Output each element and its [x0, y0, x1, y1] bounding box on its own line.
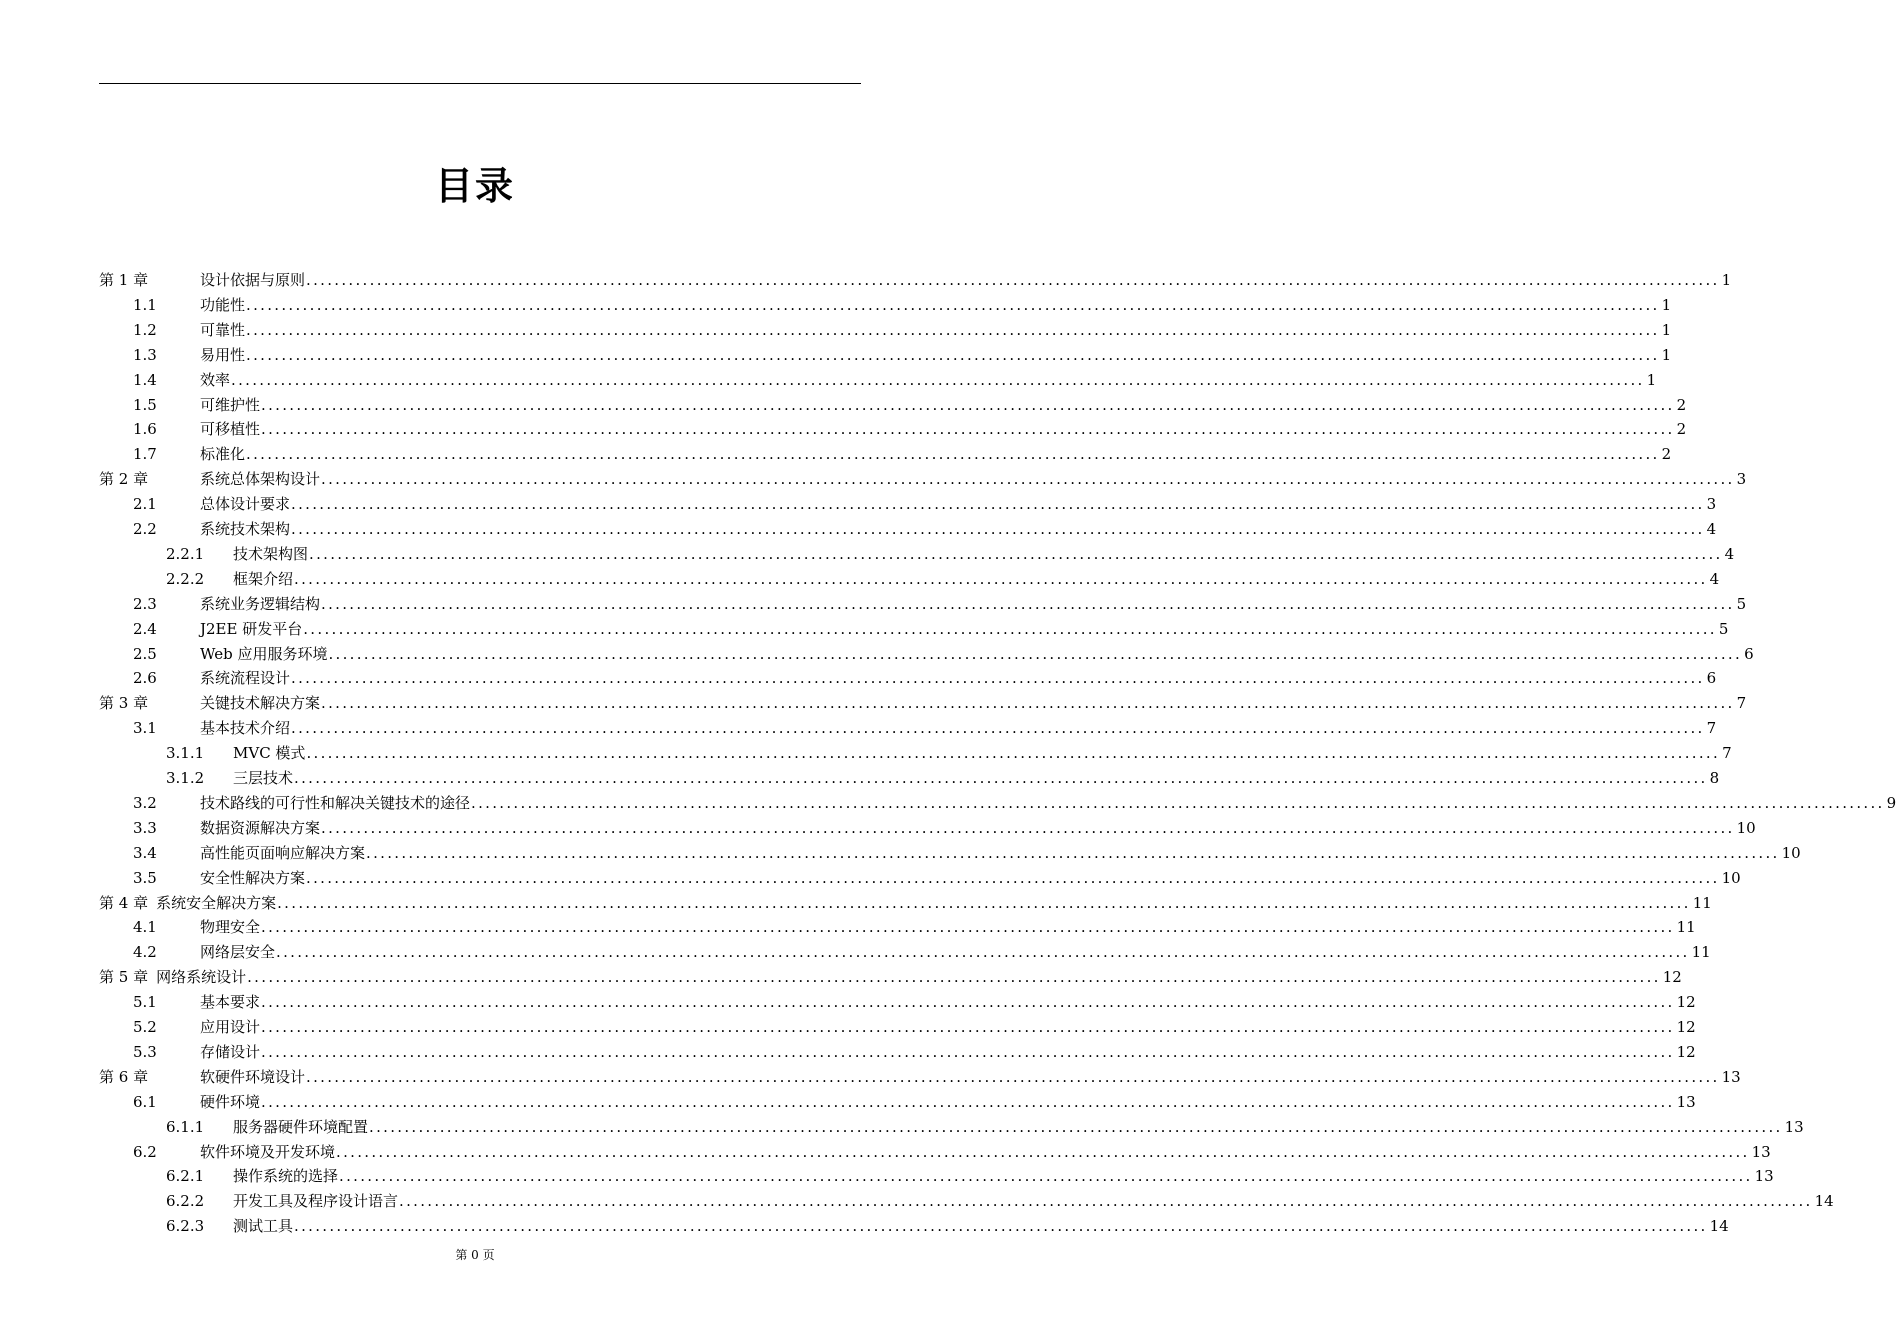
- toc-dot-leader: ........................................................................................................................................................................................................: [246, 295, 1660, 314]
- toc-entry[interactable]: [133, 1040, 1696, 1065]
- toc-entry-number: 6.2: [133, 1142, 157, 1161]
- toc-dot-leader: ........................................................................................................................................................................................................: [291, 669, 1705, 688]
- toc-entry-title: 效率: [200, 370, 231, 389]
- toc-entry-title: 总体设计要求: [200, 495, 291, 514]
- toc-entry[interactable]: [133, 617, 1729, 642]
- header-rule: [99, 83, 861, 84]
- toc-entry[interactable]: [133, 791, 1896, 816]
- toc-entry-number: 第 6 章: [99, 1067, 149, 1086]
- toc-dot-leader: ........................................................................................................................................................................................................: [261, 1018, 1675, 1036]
- toc-entry-number: 6.2.3: [166, 1217, 205, 1236]
- toc-entry[interactable]: [133, 417, 1687, 442]
- toc-dot-leader: ........................................................................................................................................................................................................: [294, 769, 1708, 787]
- toc-entry-page-number: 10: [1781, 843, 1801, 862]
- toc-entry[interactable]: [133, 293, 1672, 318]
- toc-entry-title: 技术路线的可行性和解决关键技术的途径: [200, 793, 471, 812]
- toc-dot-leader: ........................................................................................................................................................................................................: [294, 1217, 1708, 1236]
- toc-entry[interactable]: [166, 1214, 1729, 1239]
- toc-entry-page-number: 1: [1661, 320, 1672, 339]
- toc-dot-leader: ........................................................................................................................................................................................................: [339, 1167, 1753, 1186]
- toc-entry[interactable]: [99, 467, 1747, 492]
- toc-entry-title: 服务器硬件环境配置: [233, 1117, 369, 1136]
- toc-entry[interactable]: [99, 965, 1682, 990]
- toc-entry-title: 基本技术介绍: [200, 719, 291, 738]
- toc-entry-number: 6.2.1: [166, 1167, 205, 1186]
- toc-entry-number: 1.2: [133, 320, 157, 339]
- toc-entry-number: 6.1.1: [166, 1117, 205, 1136]
- toc-dot-leader: ........................................................................................................................................................................................................: [261, 395, 1675, 414]
- toc-entry-title: 软硬件环境设计: [200, 1067, 306, 1086]
- toc-entry[interactable]: [133, 666, 1717, 691]
- toc-entry-number: 1.3: [133, 345, 157, 364]
- toc-entry-page-number: 11: [1676, 918, 1696, 937]
- toc-entry-title: 系统总体架构设计: [200, 470, 321, 489]
- toc-entry[interactable]: [99, 691, 1747, 716]
- toc-entry-number: 3.1.2: [166, 769, 205, 787]
- toc-entry-number: 2.2: [133, 520, 157, 538]
- toc-entry[interactable]: [133, 318, 1672, 343]
- toc-entry-number: 6.2.2: [166, 1192, 205, 1211]
- toc-entry-number: 3.1: [133, 719, 157, 738]
- toc-entry-title: 标准化: [200, 445, 246, 464]
- toc-dot-leader: ........................................................................................................................................................................................................: [294, 569, 1708, 588]
- toc-entry-number: 5.2: [133, 1018, 157, 1036]
- toc-entry-page-number: 7: [1722, 744, 1732, 763]
- toc-entry-number: 第 3 章: [99, 694, 149, 713]
- toc-entry-page-number: 13: [1751, 1142, 1771, 1161]
- toc-dot-leader: ........................................................................................................................................................................................................: [261, 993, 1675, 1012]
- toc-dot-leader: ........................................................................................................................................................................................................: [291, 719, 1705, 738]
- toc-entry[interactable]: [133, 816, 1756, 841]
- toc-entry-title: 系统安全解决方案: [156, 893, 277, 912]
- toc-entry-title: 三层技术: [233, 769, 294, 787]
- toc-entry-page-number: 1: [1661, 345, 1672, 364]
- toc-dot-leader: ........................................................................................................................................................................................................: [261, 1042, 1675, 1061]
- toc-dot-leader: ........................................................................................................................................................................................................: [306, 868, 1720, 887]
- toc-entry-title: 测试工具: [233, 1217, 294, 1236]
- toc-dot-leader: ........................................................................................................................................................................................................: [321, 818, 1735, 837]
- toc-entry-title: 可维护性: [200, 395, 261, 414]
- toc-entry-page-number: 7: [1736, 694, 1747, 713]
- toc-entry-title: MVC 模式: [233, 744, 306, 763]
- toc-dot-leader: ........................................................................................................................................................................................................: [309, 544, 1723, 563]
- toc-entry-title: 技术架构图: [233, 544, 309, 563]
- toc-entry-number: 1.7: [133, 445, 157, 464]
- toc-entry[interactable]: [133, 368, 1657, 393]
- page-title: 目录: [434, 164, 515, 208]
- toc-entry-title: 硬件环境: [200, 1092, 261, 1111]
- toc-entry[interactable]: [133, 940, 1711, 965]
- toc-entry-title: 软件环境及开发环境: [200, 1142, 336, 1161]
- toc-dot-leader: ........................................................................................................................................................................................................: [366, 843, 1780, 862]
- toc-entry-page-number: 13: [1721, 1067, 1741, 1086]
- toc-entry[interactable]: [133, 1140, 1771, 1165]
- toc-entry-page-number: 1: [1661, 295, 1672, 314]
- toc-entry[interactable]: [133, 442, 1672, 467]
- toc-entry-page-number: 11: [1692, 893, 1712, 912]
- toc-entry-page-number: 3: [1706, 495, 1717, 514]
- toc-entry[interactable]: [133, 841, 1801, 866]
- toc-entry-page-number: 10: [1736, 818, 1756, 837]
- toc-entry-title: 系统业务逻辑结构: [200, 594, 321, 613]
- toc-entry-title: 易用性: [200, 345, 246, 364]
- toc-entry-number: 4.2: [133, 943, 157, 962]
- toc-entry-number: 6.1: [133, 1092, 157, 1111]
- toc-entry-number: 2.2.1: [166, 544, 205, 563]
- toc-entry-title: 物理安全: [200, 918, 261, 937]
- toc-entry-title: 应用设计: [200, 1018, 261, 1036]
- toc-entry[interactable]: [133, 990, 1696, 1015]
- toc-dot-leader: ........................................................................................................................................................................................................: [306, 271, 1720, 289]
- toc-entry-title: 关键技术解决方案: [200, 694, 321, 713]
- toc-entry[interactable]: [166, 766, 1720, 791]
- toc-entry[interactable]: [133, 716, 1717, 741]
- toc-entry-title: 可靠性: [200, 320, 246, 339]
- toc-entry-page-number: 13: [1676, 1092, 1696, 1111]
- toc-entry-number: 1.6: [133, 420, 157, 439]
- toc-entry-page-number: 12: [1676, 1018, 1696, 1036]
- toc-dot-leader: ........................................................................................................................................................................................................: [291, 520, 1705, 538]
- toc-entry[interactable]: [133, 915, 1696, 940]
- toc-entry-page-number: 14: [1709, 1217, 1729, 1236]
- toc-entry-title: Web 应用服务环境: [200, 644, 328, 663]
- toc-entry[interactable]: [166, 567, 1720, 592]
- toc-entry-page-number: 14: [1814, 1192, 1834, 1211]
- toc-entry-number: 第 5 章: [99, 968, 149, 987]
- toc-entry-number: 3.2: [133, 793, 157, 812]
- toc-entry-title: J2EE 研发平台: [200, 619, 303, 638]
- toc-dot-leader: ........................................................................................................................................................................................................: [306, 744, 1721, 763]
- toc-entry-page-number: 2: [1661, 445, 1672, 464]
- toc-dot-leader: ........................................................................................................................................................................................................: [261, 420, 1675, 439]
- toc-entry-page-number: 3: [1736, 470, 1747, 489]
- toc-entry[interactable]: [99, 268, 1732, 293]
- toc-entry[interactable]: [133, 866, 1741, 891]
- toc-dot-leader: ........................................................................................................................................................................................................: [291, 495, 1705, 514]
- toc-entry-title: 设计依据与原则: [200, 271, 306, 289]
- toc-entry[interactable]: [133, 393, 1687, 418]
- toc-dot-leader: ........................................................................................................................................................................................................: [246, 445, 1660, 464]
- toc-entry[interactable]: [133, 517, 1717, 542]
- toc-entry-number: 3.3: [133, 818, 157, 837]
- toc-dot-leader: ........................................................................................................................................................................................................: [247, 968, 1661, 987]
- toc-entry-title: 开发工具及程序设计语言: [233, 1192, 399, 1211]
- toc-entry-page-number: 2: [1676, 420, 1687, 439]
- toc-dot-leader: ........................................................................................................................................................................................................: [303, 619, 1717, 638]
- toc-entry-page-number: 5: [1736, 594, 1747, 613]
- toc-entry-page-number: 11: [1691, 943, 1711, 962]
- toc-entry-page-number: 8: [1709, 769, 1720, 787]
- page-footer: 第 0 页: [455, 1248, 495, 1262]
- toc-entry-number: 2.5: [133, 644, 157, 663]
- toc-entry-page-number: 4: [1724, 544, 1735, 563]
- toc-entry-title: 功能性: [200, 295, 246, 314]
- toc-dot-leader: ........................................................................................................................................................................................................: [306, 1067, 1720, 1086]
- toc-entry[interactable]: [133, 592, 1747, 617]
- toc-entry-title: 系统技术架构: [200, 520, 291, 538]
- toc-entry-number: 1.5: [133, 395, 157, 414]
- toc-entry-title: 高性能页面响应解决方案: [200, 843, 366, 862]
- toc-entry[interactable]: [133, 1015, 1696, 1040]
- toc-entry-number: 第 4 章: [99, 893, 149, 912]
- toc-dot-leader: ........................................................................................................................................................................................................: [231, 370, 1645, 389]
- toc-dot-leader: ........................................................................................................................................................................................................: [246, 345, 1660, 364]
- toc-entry-number: 3.5: [133, 868, 157, 887]
- toc-entry-number: 1.4: [133, 370, 157, 389]
- toc-entry-number: 1.1: [133, 295, 157, 314]
- toc-entry-number: 2.1: [133, 495, 157, 514]
- toc-entry-page-number: 12: [1676, 993, 1696, 1012]
- toc-entry-number: 第 2 章: [99, 470, 149, 489]
- toc-entry-title: 可移植性: [200, 420, 261, 439]
- toc-entry-title: 存储设计: [200, 1042, 261, 1061]
- toc-dot-leader: ........................................................................................................................................................................................................: [399, 1192, 1813, 1211]
- toc-entry-page-number: 1: [1646, 370, 1657, 389]
- toc-entry-number: 2.2.2: [166, 569, 205, 588]
- toc-entry-title: 操作系统的选择: [233, 1167, 339, 1186]
- toc-dot-leader: ........................................................................................................................................................................................................: [369, 1117, 1783, 1136]
- toc-entry[interactable]: [133, 343, 1672, 368]
- toc-entry[interactable]: [166, 741, 1732, 766]
- toc-entry-number: 4.1: [133, 918, 157, 937]
- toc-entry-page-number: 13: [1784, 1117, 1804, 1136]
- toc-entry-page-number: 9: [1886, 793, 1896, 812]
- toc-entry-page-number: 5: [1718, 619, 1729, 638]
- toc-entry-title: 网络层安全: [200, 943, 276, 962]
- toc-dot-leader: ........................................................................................................................................................................................................: [328, 644, 1743, 663]
- toc-entry-title: 系统流程设计: [200, 669, 291, 688]
- toc-entry[interactable]: [166, 1164, 1774, 1189]
- toc-entry[interactable]: [133, 1090, 1696, 1115]
- toc-entry[interactable]: [133, 492, 1717, 517]
- toc-dot-leader: ........................................................................................................................................................................................................: [336, 1142, 1750, 1161]
- toc-dot-leader: ........................................................................................................................................................................................................: [276, 943, 1690, 962]
- toc-entry-number: 3.1.1: [166, 744, 205, 763]
- toc-entry-title: 框架介绍: [233, 569, 294, 588]
- toc-dot-leader: ........................................................................................................................................................................................................: [246, 320, 1660, 339]
- toc-entry-page-number: 7: [1706, 719, 1717, 738]
- toc-entry-page-number: 2: [1676, 395, 1687, 414]
- toc-entry-page-number: 12: [1676, 1042, 1696, 1061]
- toc-entry-title: 数据资源解决方案: [200, 818, 321, 837]
- toc-dot-leader: ........................................................................................................................................................................................................: [471, 793, 1885, 812]
- toc-entry-number: 5.3: [133, 1042, 157, 1061]
- toc-dot-leader: ........................................................................................................................................................................................................: [261, 1092, 1675, 1111]
- toc-entry[interactable]: [99, 891, 1712, 916]
- toc-dot-leader: ........................................................................................................................................................................................................: [261, 918, 1675, 937]
- toc-entry-number: 5.1: [133, 993, 157, 1012]
- toc-entry-page-number: 12: [1662, 968, 1682, 987]
- toc-entry-page-number: 10: [1721, 868, 1741, 887]
- toc-dot-leader: ........................................................................................................................................................................................................: [277, 893, 1691, 912]
- toc-entry-page-number: 4: [1706, 520, 1717, 538]
- toc-entry-page-number: 4: [1709, 569, 1720, 588]
- toc-entry[interactable]: [99, 1065, 1741, 1090]
- toc-entry-title: 基本要求: [200, 993, 261, 1012]
- toc-dot-leader: ........................................................................................................................................................................................................: [321, 694, 1735, 713]
- toc-dot-leader: ........................................................................................................................................................................................................: [321, 470, 1735, 489]
- toc-entry[interactable]: [166, 1115, 1804, 1140]
- toc-entry-number: 2.6: [133, 669, 157, 688]
- toc-entry-page-number: 13: [1754, 1167, 1774, 1186]
- toc-entry-title: 网络系统设计: [156, 968, 247, 987]
- toc-entry[interactable]: [133, 642, 1754, 667]
- toc-entry-title: 安全性解决方案: [200, 868, 306, 887]
- toc-entry-number: 第 1 章: [99, 271, 149, 289]
- toc-entry-page-number: 6: [1744, 644, 1754, 663]
- toc-entry[interactable]: [166, 542, 1735, 567]
- toc-dot-leader: ........................................................................................................................................................................................................: [321, 594, 1735, 613]
- toc-entry[interactable]: [166, 1189, 1834, 1214]
- toc-entry-number: 2.4: [133, 619, 157, 638]
- toc-entry-number: 3.4: [133, 843, 157, 862]
- toc-entry-number: 2.3: [133, 594, 157, 613]
- toc-entry-page-number: 1: [1721, 271, 1732, 289]
- toc-entry-page-number: 6: [1706, 669, 1717, 688]
